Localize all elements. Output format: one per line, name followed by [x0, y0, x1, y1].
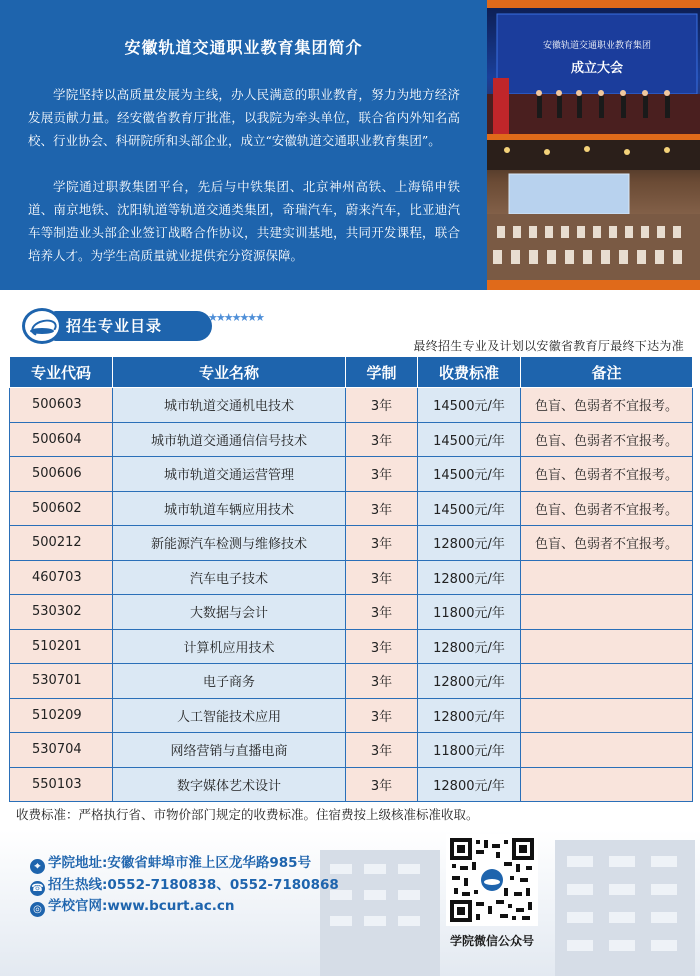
- cell-duration: 3年: [346, 422, 418, 457]
- building-silhouette: [320, 850, 440, 976]
- table-row: [10, 560, 693, 595]
- cell-duration: 3年: [346, 733, 418, 768]
- phone-icon: ☎: [31, 883, 44, 894]
- cell-name: 城市轨道交通机电技术: [113, 388, 346, 423]
- banner-line-1: 安徽轨道交通职业教育集团: [542, 41, 652, 51]
- cell-name: 电子商务: [113, 664, 346, 699]
- contact-address: [30, 854, 311, 874]
- cell-note: [521, 560, 693, 595]
- cell-duration: 3年: [346, 698, 418, 733]
- cell-note: 色盲、色弱者不宜报考。: [521, 422, 693, 457]
- cell-fee: 12800元/年: [418, 664, 521, 699]
- header-note: 备注: [521, 357, 693, 388]
- globe-icon: ◎: [30, 902, 45, 917]
- cell-code: 500606: [10, 457, 113, 492]
- cell-duration: 3年: [346, 664, 418, 699]
- section-title: 招生专业目录: [66, 317, 163, 335]
- cell-fee: 11800元/年: [418, 733, 521, 768]
- cell-name: 大数据与会计: [113, 595, 346, 630]
- table-row: [10, 698, 693, 733]
- cell-duration: 3年: [346, 388, 418, 423]
- table-row: [10, 457, 693, 492]
- cell-duration: 3年: [346, 526, 418, 561]
- cell-fee: 11800元/年: [418, 595, 521, 630]
- website-text[interactable]: 学校官网:www.bcurt.ac.cn: [48, 898, 235, 914]
- table-header-row: [10, 357, 693, 388]
- cell-duration: 3年: [346, 457, 418, 492]
- building-silhouette: [555, 840, 695, 976]
- banner-line-2: 成立大会: [570, 61, 624, 76]
- cell-name: 城市轨道车辆应用技术: [113, 491, 346, 526]
- cell-code: 500604: [10, 422, 113, 457]
- cell-name: 数字媒体艺术设计: [113, 767, 346, 802]
- intro-text-panel: [0, 0, 487, 290]
- cell-code: 460703: [10, 560, 113, 595]
- table-row: [10, 595, 693, 630]
- table-row: [10, 526, 693, 561]
- cell-fee: 12800元/年: [418, 767, 521, 802]
- header-code: 专业代码: [10, 357, 113, 388]
- wechat-qr-code: [446, 834, 538, 926]
- table-row: [10, 491, 693, 526]
- cell-note: [521, 629, 693, 664]
- fee-policy-note: 收费标准：严格执行省、市物价部门规定的收费标准。住宿费按上级核准标准收取。: [16, 807, 479, 822]
- header-duration: 学制: [346, 357, 418, 388]
- cell-code: 530302: [10, 595, 113, 630]
- enrollment-notice: 最终招生专业及计划以安徽省教育厅最终下达为准: [413, 339, 684, 353]
- cell-code: 510209: [10, 698, 113, 733]
- intro-paragraph-2: 学院通过职教集团平台，先后与中铁集团、北京神州高铁、上海锦申铁道、南京地铁、沈阳轨道等轨道交通类集团，奇瑞汽车，蔚来汽车，比亚迪汽车等制造业头部企业签订战略合作协议，共建实训基地，共同开发课程，联合培养人才。为学生高质量就业提供充分资源保障。: [28, 179, 460, 263]
- cell-fee: 12800元/年: [418, 629, 521, 664]
- table-row: [10, 733, 693, 768]
- cell-code: 530701: [10, 664, 113, 699]
- cell-fee: 14500元/年: [418, 422, 521, 457]
- table-row: [10, 422, 693, 457]
- cell-fee: 12800元/年: [418, 698, 521, 733]
- header-fee: 收费标准: [418, 357, 521, 388]
- cell-note: 色盲、色弱者不宜报考。: [521, 491, 693, 526]
- cell-code: 500602: [10, 491, 113, 526]
- cell-note: [521, 733, 693, 768]
- cell-fee: 12800元/年: [418, 560, 521, 595]
- cell-fee: 14500元/年: [418, 491, 521, 526]
- cell-duration: 3年: [346, 629, 418, 664]
- cell-note: [521, 664, 693, 699]
- stars-decoration-icon: ★★★★★★★: [208, 311, 264, 324]
- cell-duration: 3年: [346, 560, 418, 595]
- cell-code: 500212: [10, 526, 113, 561]
- cell-note: [521, 767, 693, 802]
- conference-hall-photo: [487, 140, 700, 280]
- contact-website[interactable]: [30, 897, 234, 917]
- majors-table: [9, 356, 692, 802]
- cell-duration: 3年: [346, 595, 418, 630]
- intro-paragraph-1: 学院坚持以高质量发展为主线，办人民满意的职业教育，努力为地方经济发展贡献力量。经安徽省教育厅批准，以我院为牵头单位，联合省内外知名高校、行业协会、科研院所和头部企业，成立“安徽轨道交通职业教育集团”。: [28, 87, 460, 148]
- cell-fee: 14500元/年: [418, 457, 521, 492]
- cell-name: 网络营销与直播电商: [113, 733, 346, 768]
- table-row: [10, 664, 693, 699]
- hotline-text: 招生热线:0552-7180838、0552-7180868: [48, 877, 339, 893]
- cell-note: 色盲、色弱者不宜报考。: [521, 526, 693, 561]
- table-row: [10, 388, 693, 423]
- table-row: [10, 629, 693, 664]
- cell-note: [521, 698, 693, 733]
- cell-name: 城市轨道交通通信信号技术: [113, 422, 346, 457]
- cell-code: 510201: [10, 629, 113, 664]
- cell-name: 城市轨道交通运营管理: [113, 457, 346, 492]
- intro-title: 安徽轨道交通职业教育集团简介: [124, 38, 363, 57]
- cell-name: 人工智能技术应用: [113, 698, 346, 733]
- location-icon: ⌖: [30, 859, 45, 874]
- section-header: [22, 308, 272, 344]
- table-row: [10, 767, 693, 802]
- cell-fee: 12800元/年: [418, 526, 521, 561]
- cell-code: 550103: [10, 767, 113, 802]
- header-name: 专业名称: [113, 357, 346, 388]
- cell-note: 色盲、色弱者不宜报考。: [521, 388, 693, 423]
- cell-note: 色盲、色弱者不宜报考。: [521, 457, 693, 492]
- contact-hotline: [30, 876, 339, 896]
- school-emblem-icon: [22, 308, 62, 344]
- cell-duration: 3年: [346, 767, 418, 802]
- cell-fee: 14500元/年: [418, 388, 521, 423]
- cell-duration: 3年: [346, 491, 418, 526]
- cell-name: 汽车电子技术: [113, 560, 346, 595]
- cell-note: [521, 595, 693, 630]
- address-text: 学院地址:安徽省蚌埠市淮上区龙华路985号: [48, 855, 312, 871]
- cell-name: 新能源汽车检测与维修技术: [113, 526, 346, 561]
- cell-code: 530704: [10, 733, 113, 768]
- cell-name: 计算机应用技术: [113, 629, 346, 664]
- ceremony-photo: [487, 8, 700, 134]
- qr-caption: 学院微信公众号: [449, 934, 534, 948]
- cell-code: 500603: [10, 388, 113, 423]
